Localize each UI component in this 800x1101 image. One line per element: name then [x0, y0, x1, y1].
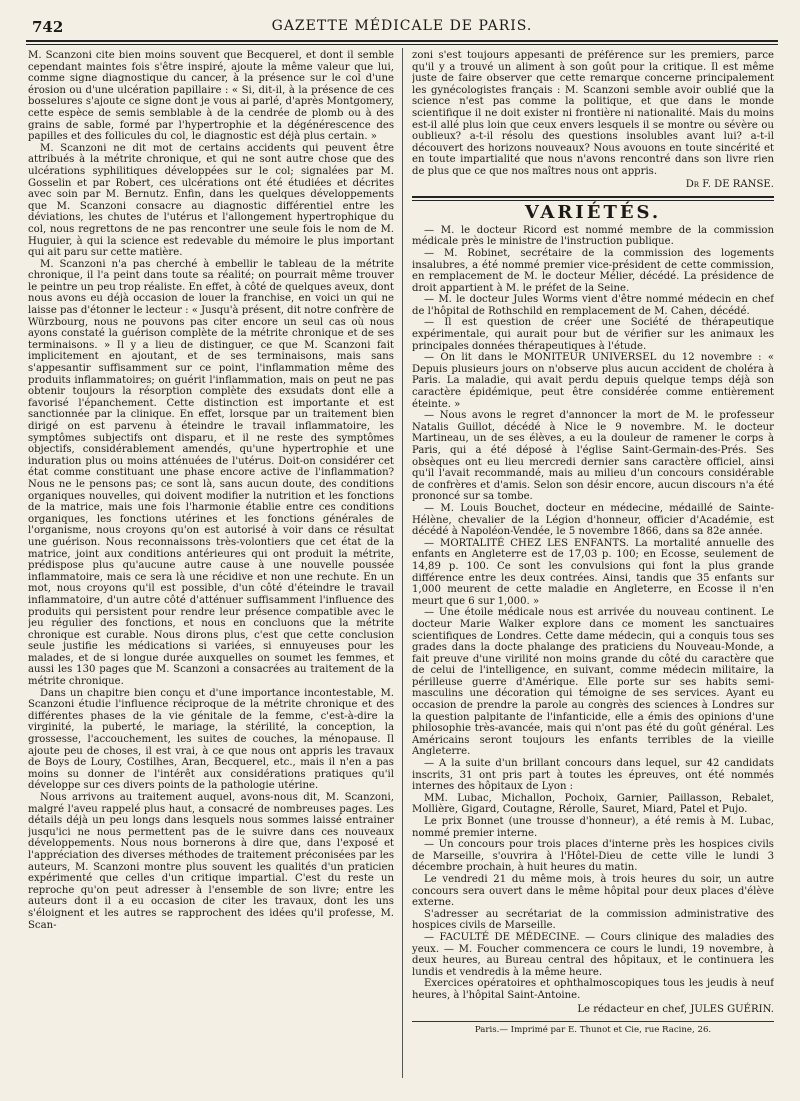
news-item: Exercices opératoires et ophthalmoscopiques tous les jeudis à neuf heures, à l'hôpital Saint-Antoine. [412, 978, 774, 1001]
paragraph: M. Scanzoni n'a pas cherché à embellir le tableau de la métrite chronique, il l'a peint dans toute sa réalité; on pourrait même trouver le peintre un peu trop réaliste. En effet, à côté de quelques aveux, dont nous avons eu déjà occasion de louer la franchise, en voici un qui ne laisse pas d'étonner le lecteur : « Jusqu'à présent, dit notre confrère de Würzbourg, nous ne pouvons pas citer encore un seul cas où nous ayons constaté la guérison complète de la métrite chronique et de ses terminaisons. » Il y a lieu de distinguer, ce que M. Scanzoni fait implicitement en ajoutant, et de ses terminaisons, mais sans s'appesantir suffisamment sur ce point, l'inflammation même des produits inflammatoires; on guérit l'inflammation, mais on peut ne pas obtenir toujours la résorption complète des exsudats dont elle a favorisé l'épanchement. Cette distinction est importante et est sanctionnée par la clinique. En effet, lorsque par un traitement bien dirigé on est parvenu à éteindre le travail inflammatoire, les symptômes subjectifs ont disparu, et il ne reste des symptômes objectifs, considérablement amendés, qu'une hypertrophie et une induration plus ou moins atténuées de l'utérus. Doit-on considérer cet état comme constituant une phase encore active de l'inflammation? Nous ne le pensons pas; ce sont là, sans aucun doute, des conditions organiques nouvelles, qui doivent modifier la nutrition et les fonctions de la matrice, mais une fois l'harmonie établie entre ces conditions organiques, les fonctions utérines et les fonctions générales de l'organisme, nous croyons qu'on est autorisé à voir dans ce résultat une guérison. Nous reconnaissons très-volontiers que cet état de la matrice, joint aux conditions antérieures qui ont produit la métrite, prédispose plus qu'aucune autre cause à une nouvelle poussée inflammatoire, mais ce sera là une récidive et non une rechute. En un mot, nous croyons qu'il est possible, d'un côté d'éteindre le travail inflammatoire, d'un autre côté d'atténuer suffisamment l'influence des produits qui persistent pour rendre leur présence compatible avec le jeu régulier des fonctions, et nous en concluons que la métrite chronique est curable. Nous dirons plus, c'est que cette conclusion seule justifie les médications si variées, si ennuyeuses pour les malades, et de si longue durée auxquelles on soumet les femmes, et aussi les 130 pages que M. Scanzoni a consacrées au traitement de la métrite chronique. [28, 258, 394, 688]
news-item: S'adresser au secrétariat de la commission administrative des hospices civils de Marseille. [412, 908, 774, 932]
news-item: — FACULTÉ DE MÉDECINE. — Cours clinique des maladies des yeux. — M. Foucher commencera ce cours le lundi, 19 novembre, à deux heures, au Bureau central des hôpitaux, et le continuera les lundis et vendredis à la même heure. [412, 931, 774, 978]
news-item: — Il est question de créer une Société de thérapeutique expérimentale, qui aurait pour but de vérifier sur les animaux les principales données thérapeutiques à l'étude. [412, 317, 774, 352]
news-item: — Un concours pour trois places d'interne près les hospices civils de Marseille, s'ouvrira à l'Hôtel-Dieu de cette ville le lundi 3 décembre prochain, à huit heures du matin. [412, 839, 774, 874]
paragraph: Dans un chapitre bien conçu et d'une importance incontestable, M. Scanzoni étudie l'influence réciproque de la métrite chronique et des différentes phases de la vie génitale de la femme, c'est-à-dire la virginité, la puberté, le mariage, la stérilité, la conception, la grossesse, l'accouchement, les suites de couches, la ménopause. Il ajoute peu de choses, il est vrai, à ce que nous ont appris les travaux de Boys de Loury, Costilhes, Aran, Becquerel, etc., mais il n'en a pas moins su donner de l'intérêt aux considérations pratiques qu'il développe sur ces divers points de la pathologie utérine. [28, 687, 394, 792]
news-item: — Une étoile médicale nous est arrivée du nouveau continent. Le docteur Marie Walker explore dans ce moment les sanctuaires scientifiques de Londres. Cette dame médecin, qui a conquis tous ses grades dans la docte phalange des praticiens du Nouveau-Monde, a fait preuve d'une virilité non moins grande du côté du caractère que de celui de l'intelligence, en suivant, comme médecin militaire, la périlleuse guerre d'Amérique. Elle porte sur ses habits semi-masculins une décoration qui témoigne de ses services. Ayant eu occasion de prendre la parole au congrès des sciences à Londres sur la question palpitante de l'infanticide, elle a émis des opinions d'une philosophie très-avancée, mais qui n'ont pas été du goût général. Les Américains seront toujours les enfants terribles de la vieille Angleterre. [412, 607, 774, 758]
news-item: — Nous avons le regret d'annoncer la mort de M. le professeur Natalis Guillot, décédé à Nice le 9 novembre. M. le docteur Martineau, un de ses élèves, a eu la douleur de ramener le corps à Paris, qui a été déposé à l'église Saint-Germain-des-Prés. Ses obsèques ont eu lieu mercredi dernier sans caractère officiel, ainsi qu'il l'avait recommandé, mais au milieu d'un concours considérable de confrères et d'amis. Selon son désir encore, aucun discours n'a été prononcé sur sa tombe. [412, 410, 774, 503]
editor-line: Le rédacteur en chef, JULES GUÉRIN. [577, 1003, 774, 1015]
paragraph: M. Scanzoni ne dit mot de certains accidents qui peuvent être attribués à la métrite chronique, et qui ne sont autre chose que des ulcérations syphilitiques développées sur le col; signalées par M. Gosselin et par Robert, ces ulcérations ont été étudiées et décrites avec soin par M. Bernutz. Enfin, dans les quelques développements que M. Scanzoni consacre au diagnostic différentiel entre les déviations, les chutes de l'utérus et l'allongement hypertrophique du col, nous regrettons de ne pas rencontrer une seule fois le nom de M. Huguier, à qui la science est redevable du mémoire le plus important qui ait paru sur cette matière. [28, 142, 394, 259]
news-item: MM. Lubac, Michallon, Pochoix, Garnier, Paillasson, Rebalet, Mollière, Gigard, Coutagne, Rérolle, Sauret, Miard, Patel et Pujo. [412, 792, 774, 816]
news-item: — A la suite d'un brillant concours dans lequel, sur 42 candidats inscrits, 31 ont pris part à toutes les épreuves, ont été nommés internes des hôpitaux de Lyon : [412, 758, 774, 793]
page-number: 742 [32, 18, 64, 36]
news-item: Le prix Bonnet (une trousse d'honneur), a été remis à M. Lubac, nommé premier interne. [412, 816, 774, 839]
section-title: VARIÉTÉS. [524, 202, 662, 224]
section-rule-thin [412, 200, 774, 201]
header-rule-thin [26, 44, 778, 45]
paragraph: M. Scanzoni cite bien moins souvent que Becquerel, et dont il semble cependant maintes fois s'être inspiré, ajoute la même valeur que lui, comme signe diagnostique du cancer, à la présence sur le col d'une érosion ou d'une ulcération papillaire : « Si, dit-il, à la présence de ces bosselures s'ajoute ce signe dont je vous ai parlé, d'après Montgomery, cette espèce de semis semblable à de la cendrée de plomb ou à des grains de sable, formé par l'hypertrophie et la dégénérescence des papilles et des follicules du col, le diagnostic est déjà plus certain. » [28, 50, 394, 143]
news-item: — M. Louis Bouchet, docteur en médecine, médaillé de Sainte-Hélène, chevalier de la Légion d'honneur, officier d'Académie, est décédé à Napoléon-Vendée, le 5 novembre 1866, dans sa 82e année. [412, 502, 774, 538]
news-item: — M. Robinet, secrétaire de la commission des logements insalubres, a été nommé premier vice-président de cette commission, en remplacement de M. le docteur Mélier, décédé. La présidence de droit appartient à M. le préfet de la Seine. [412, 247, 774, 294]
footer-rule [412, 1021, 774, 1022]
news-item: — M. le docteur Jules Worms vient d'être nommé médecin en chef de l'hôpital de Rothschild en remplacement de M. Cahen, décédé. [412, 294, 774, 317]
article-signature: Dr F. DE RANSE. [685, 178, 774, 190]
page-header [26, 14, 778, 40]
header-rule [26, 40, 778, 42]
paragraph: Nous arrivons au traitement auquel, avons-nous dit, M. Scanzoni, malgré l'aveu rappelé plus haut, a consacré de nombreuses pages. Les détails déjà un peu longs dans lesquels nous sommes laissé entrainer jusqu'ici ne nous permettent pas de le suivre dans ces nouveaux développements. Nous nous bornerons à dire que, dans l'exposé et l'appréciation des diverses méthodes de traitement préconisées par les auteurs, M. Scanzoni montre plus souvent les qualités d'un praticien expérimenté que celles d'un critique impartial. C'est du reste un reproche qu'on peut adresser à l'ensemble de son livre; entre les auteurs dont il a eu occasion de citer les travaux, dont les uns s'éloignent et les autres se rapprochent des idées qu'il professe, M. Scan- [28, 792, 394, 931]
paragraph: zoni s'est toujours appesanti de préférence sur les premiers, parce qu'il y a trouvé un aliment à son goût pour la critique. Il est même juste de faire observer que cette remarque concerne principalement les gynécologistes français : M. Scanzoni semble avoir oublié que la science n'est pas comme la politique, et que dans le monde scientifique il ne doit exister ni frontière ni nationalité. Mais du moins est-il allé plus loin que ceux envers lesquels il se montre ou sévère ou oublieux? a-t-il résolu des questions insolubles avant lui? a-t-il découvert des horizons nouveaux? Nous avouons en toute sincérité et en toute impartialité que nous n'avons rencontré dans son livre rien de plus que ce que nos maîtres nous ont appris. [412, 50, 774, 177]
column-divider [402, 48, 403, 1078]
section-rule [412, 196, 774, 198]
left-column [28, 50, 394, 1085]
news-item: — M. le docteur Ricord est nommé membre de la commission médicale près le ministre de l'instruction publique. [412, 224, 774, 248]
news-item: Le vendredi 21 du même mois, à trois heures du soir, un autre concours sera ouvert dans le même hôpital pour deux places d'élève externe. [412, 873, 774, 909]
journal-title: GAZETTE MÉDICALE DE PARIS. [271, 18, 533, 34]
printer-line: Paris.— Imprimé par E. Thunot et Cie, rue Racine, 26. [474, 1025, 712, 1036]
news-item: — On lit dans le MONITEUR UNIVERSEL du 12 novembre : « Depuis plusieurs jours on n'observe plus aucun accident de choléra à Paris. La maladie, qui avait perdu depuis quelque temps déjà son caractère épidémique, peut être considérée comme entièrement éteinte. » [412, 352, 774, 410]
right-column [412, 50, 774, 1085]
news-item: — MORTALITÉ CHEZ LES ENFANTS. La mortalité annuelle des enfants en Angleterre est de 17,03 p. 100; en Ecosse, seulement de 14,89 p. 100. Ce sont les convulsions qui font la plus grande différence entre les deux contrées. Ainsi, tandis que 35 enfants sur 1,000 meurent de cette maladie en Angleterre, en Ecosse il n'en meurt que 6 sur 1,000. » [412, 537, 774, 607]
